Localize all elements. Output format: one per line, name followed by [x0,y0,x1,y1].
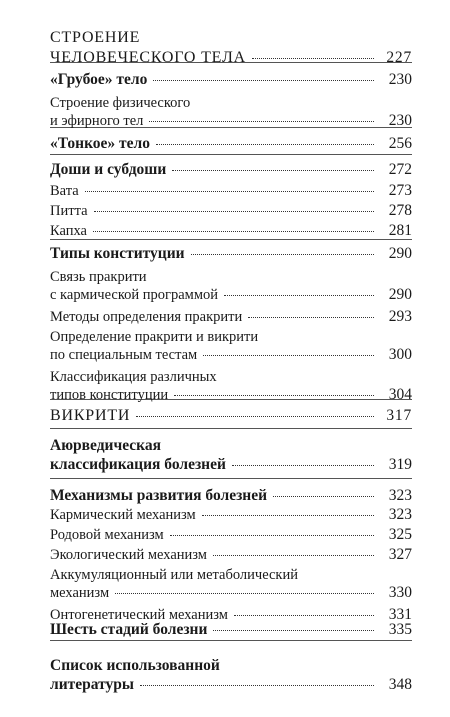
toc-page-number: 327 [388,546,412,563]
toc-entry[interactable] [50,268,412,304]
dot-leader [252,58,374,59]
toc-entry[interactable] [50,526,412,544]
toc-entry-title: Список использованной [50,657,220,674]
toc-entry[interactable] [50,546,412,564]
section-divider [50,478,412,479]
toc-page-number: 290 [388,286,412,303]
toc-entry-title: Строение физического [50,95,191,111]
toc-entry-title: Онтогенетический механизм [50,607,228,623]
toc-entry-title: Методы определения пракрити [50,309,243,325]
toc-entry-title: ВИКРИТИ [50,407,131,424]
toc-page-number: 230 [388,71,412,88]
toc-entry-title: Типы конституции [50,245,185,262]
toc-page-number: 227 [386,49,412,66]
dot-leader [170,535,374,536]
toc-page-number: 272 [388,161,412,178]
dot-leader [224,295,374,296]
toc-page-number: 278 [388,202,412,219]
toc-entry[interactable] [50,436,412,474]
toc-entry-title: Классификация различных [50,369,217,385]
dot-leader [153,80,374,81]
toc-entry-title: СТРОЕНИЕ [50,29,141,46]
dot-leader [273,496,374,497]
toc-entry[interactable] [50,308,412,326]
toc-entry-title: «Грубое» тело [50,71,148,88]
toc-entry-title: Доши и субдоши [50,161,167,178]
toc-page-number: 230 [388,112,412,129]
toc-page-number: 293 [388,308,412,325]
section-divider [50,640,412,641]
dot-leader [94,211,374,212]
dot-leader [232,465,374,466]
toc-entry[interactable] [50,222,412,240]
toc-page-number: 323 [388,506,412,523]
toc-entry-title: Кармический механизм [50,507,196,523]
dot-leader [156,144,374,145]
toc-page-number: 273 [388,182,412,199]
toc-entry-title: Родовой механизм [50,527,164,543]
toc-entry[interactable] [50,28,412,68]
toc-entry[interactable] [50,70,412,89]
dot-leader [202,515,374,516]
toc-entry-title: Вата [50,183,79,199]
toc-entry[interactable] [50,160,412,179]
dot-leader [248,317,374,318]
toc-entry-title: классификация болезней [50,456,226,473]
toc-entry-title: Аккумуляционный или метаболический [50,567,298,583]
dot-leader [213,555,374,556]
toc-page-number: 325 [388,526,412,543]
section-divider [50,154,412,155]
toc-page-number: 290 [388,245,412,262]
dot-leader [136,416,374,417]
toc-entry[interactable] [50,368,412,404]
toc-entry[interactable] [50,244,412,263]
toc-entry[interactable] [50,328,412,364]
toc-page-number: 335 [388,621,412,638]
toc-entry-title: «Тонкое» тело [50,135,150,152]
dot-leader [140,685,374,686]
toc-entry[interactable] [50,656,412,694]
dot-leader [203,355,374,356]
toc-entry-title: Аюрведическая [50,437,161,454]
toc-entry[interactable] [50,406,412,426]
toc-entry-title: Экологический механизм [50,547,207,563]
toc-entry-title: типов конституции [50,387,169,403]
dot-leader [172,170,374,171]
toc-page-number: 319 [388,456,412,473]
toc-entry-title: с кармической программой [50,287,219,303]
section-divider [50,428,412,429]
toc-page-number: 348 [388,676,412,693]
dot-leader [85,191,374,192]
dot-leader [149,121,374,122]
toc-entry-title: Капха [50,223,87,239]
toc-page-number: 331 [388,606,412,623]
toc-page-number: 256 [388,135,412,152]
toc-entry-title: Механизмы развития болезней [50,487,268,504]
toc-entry-title: Питта [50,203,88,219]
toc-page-number: 281 [388,222,412,239]
dot-leader [174,395,374,396]
toc-page-number: 304 [388,386,412,403]
toc-entry[interactable] [50,182,412,200]
toc-page-number: 317 [386,407,412,424]
toc-entry-title: механизм [50,585,110,601]
toc-entry-title: ЧЕЛОВЕЧЕСКОГО ТЕЛА [50,49,247,66]
toc-page-number: 323 [388,487,412,504]
toc-entry[interactable] [50,620,412,639]
toc-entry[interactable] [50,94,412,130]
toc-entry-title: и эфирного тел [50,113,144,129]
dot-leader [93,231,374,232]
toc-entry[interactable] [50,202,412,220]
toc-entry-title: Связь пракрити [50,269,147,285]
toc-entry[interactable] [50,506,412,524]
toc-entry[interactable] [50,566,412,602]
toc-page-number: 300 [388,346,412,363]
toc-entry-title: Определение пракрити и викрити [50,329,259,345]
dot-leader [191,254,374,255]
toc-entry-title: Шесть стадий болезни [50,621,208,638]
toc-entry[interactable] [50,134,412,153]
dot-leader [234,615,374,616]
dot-leader [115,593,374,594]
toc-entry-title: по специальным тестам [50,347,198,363]
toc-entry[interactable] [50,486,412,505]
toc-page-number: 330 [388,584,412,601]
dot-leader [213,630,374,631]
toc-entry-title: литературы [50,676,134,693]
